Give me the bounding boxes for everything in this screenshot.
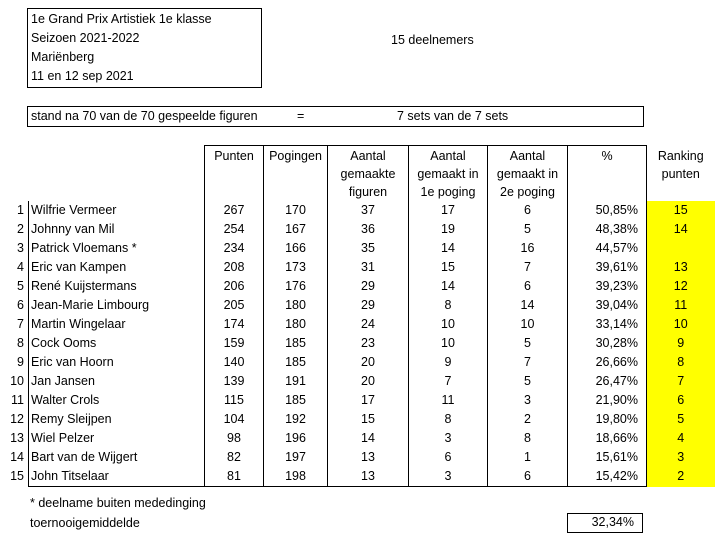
punten-cell: 140 [205, 353, 264, 372]
pct-cell: 18,66% [568, 429, 647, 448]
punten-cell: 254 [205, 220, 264, 239]
punten-cell: 205 [205, 296, 264, 315]
p1-cell: 17 [409, 201, 488, 220]
sets-text: 7 sets van de 7 sets [397, 109, 509, 123]
rank-cell: 14 [10, 450, 24, 464]
p2-cell: 16 [488, 239, 568, 258]
p1-cell: 14 [409, 277, 488, 296]
punten-cell: 159 [205, 334, 264, 353]
pogingen-cell: 170 [264, 201, 328, 220]
p2-cell: 8 [488, 429, 568, 448]
pogingen-cell: 167 [264, 220, 328, 239]
ranking-points-cell: 4 [647, 429, 715, 448]
stand-box [27, 106, 644, 127]
pct-cell: 48,38% [568, 220, 647, 239]
rank-cell: 3 [17, 241, 24, 255]
pogingen-cell: 198 [264, 467, 328, 487]
pct-cell: 39,04% [568, 296, 647, 315]
average-label: toernooigemiddelde [30, 516, 140, 530]
player-name: John Titselaar [29, 467, 205, 487]
figuren-cell: 36 [328, 220, 409, 239]
rank-cell: 8 [17, 336, 24, 350]
table-row [0, 239, 715, 258]
col-pogingen: Pogingen [264, 146, 328, 202]
p2-cell: 14 [488, 296, 568, 315]
ranking-points-cell [647, 239, 715, 258]
p1-cell: 3 [409, 429, 488, 448]
pogingen-cell: 176 [264, 277, 328, 296]
table-row [0, 334, 715, 353]
rank-cell: 1 [17, 203, 24, 217]
p1-cell: 6 [409, 448, 488, 467]
figuren-cell: 13 [328, 448, 409, 467]
table-row [0, 410, 715, 429]
rank-cell: 7 [17, 317, 24, 331]
p2-cell: 6 [488, 201, 568, 220]
p1-cell: 9 [409, 353, 488, 372]
pogingen-cell: 185 [264, 391, 328, 410]
player-name: Walter Crols [29, 391, 205, 410]
pct-cell: 21,90% [568, 391, 647, 410]
footnote: * deelname buiten mededinging [30, 496, 206, 510]
player-name: Johnny van Mil [29, 220, 205, 239]
table-row [0, 258, 715, 277]
pogingen-cell: 185 [264, 334, 328, 353]
p1-cell: 11 [409, 391, 488, 410]
player-name: Martin Wingelaar [29, 315, 205, 334]
p2-cell: 6 [488, 467, 568, 487]
pct-cell: 33,14% [568, 315, 647, 334]
p2-cell: 5 [488, 372, 568, 391]
table-row [0, 315, 715, 334]
pct-cell: 15,61% [568, 448, 647, 467]
pct-cell: 39,23% [568, 277, 647, 296]
ranking-points-cell: 3 [647, 448, 715, 467]
pct-cell: 26,47% [568, 372, 647, 391]
p2-cell: 1 [488, 448, 568, 467]
player-name: Bart van de Wijgert [29, 448, 205, 467]
pct-cell: 26,66% [568, 353, 647, 372]
p1-cell: 10 [409, 315, 488, 334]
rank-cell: 6 [17, 298, 24, 312]
figuren-cell: 31 [328, 258, 409, 277]
participants-count: 15 deelnemers [391, 33, 474, 47]
punten-cell: 206 [205, 277, 264, 296]
ranking-points-cell: 8 [647, 353, 715, 372]
ranking-points-cell: 11 [647, 296, 715, 315]
rank-cell: 10 [10, 374, 24, 388]
pct-cell: 30,28% [568, 334, 647, 353]
p1-cell: 14 [409, 239, 488, 258]
figuren-cell: 20 [328, 372, 409, 391]
table-row [0, 372, 715, 391]
p1-cell: 3 [409, 467, 488, 487]
figuren-cell: 29 [328, 296, 409, 315]
pogingen-cell: 192 [264, 410, 328, 429]
ranking-points-cell: 6 [647, 391, 715, 410]
dates: 11 en 12 sep 2021 [31, 69, 134, 83]
player-name: Jan Jansen [29, 372, 205, 391]
punten-cell: 139 [205, 372, 264, 391]
p1-cell: 19 [409, 220, 488, 239]
col-pct: % [568, 146, 647, 202]
pogingen-cell: 191 [264, 372, 328, 391]
player-name: Patrick Vloemans * [29, 239, 205, 258]
figuren-cell: 13 [328, 467, 409, 487]
pct-cell: 39,61% [568, 258, 647, 277]
table-row [0, 429, 715, 448]
player-name: Eric van Hoorn [29, 353, 205, 372]
p2-cell: 2 [488, 410, 568, 429]
punten-cell: 115 [205, 391, 264, 410]
figuren-cell: 24 [328, 315, 409, 334]
pogingen-cell: 180 [264, 315, 328, 334]
pogingen-cell: 196 [264, 429, 328, 448]
player-name: René Kuijstermans [29, 277, 205, 296]
pogingen-cell: 180 [264, 296, 328, 315]
punten-cell: 174 [205, 315, 264, 334]
pct-cell: 44,57% [568, 239, 647, 258]
figuren-cell: 17 [328, 391, 409, 410]
figuren-cell: 20 [328, 353, 409, 372]
results-table [0, 145, 715, 487]
rank-cell: 11 [11, 393, 24, 407]
stand-text: stand na 70 van de 70 gespeelde figuren [31, 109, 258, 123]
p2-cell: 5 [488, 220, 568, 239]
p1-cell: 8 [409, 296, 488, 315]
punten-cell: 267 [205, 201, 264, 220]
location: Mariënberg [31, 50, 95, 64]
p1-cell: 15 [409, 258, 488, 277]
table-row [0, 201, 715, 220]
ranking-points-cell: 7 [647, 372, 715, 391]
p2-cell: 3 [488, 391, 568, 410]
ranking-points-cell: 12 [647, 277, 715, 296]
header-row [0, 146, 715, 202]
pogingen-cell: 197 [264, 448, 328, 467]
table-row [0, 220, 715, 239]
ranking-points-cell: 13 [647, 258, 715, 277]
rank-cell: 5 [17, 279, 24, 293]
p1-cell: 7 [409, 372, 488, 391]
col-aantal-1e: Aantal gemaakt in 1e poging [409, 146, 488, 202]
ranking-points-cell: 9 [647, 334, 715, 353]
pct-cell: 50,85% [568, 201, 647, 220]
ranking-points-cell: 14 [647, 220, 715, 239]
figuren-cell: 35 [328, 239, 409, 258]
p2-cell: 7 [488, 258, 568, 277]
p2-cell: 6 [488, 277, 568, 296]
table-row [0, 467, 715, 487]
punten-cell: 234 [205, 239, 264, 258]
figuren-cell: 29 [328, 277, 409, 296]
average-value: 32,34% [591, 515, 634, 529]
season: Seizoen 2021-2022 [31, 31, 140, 45]
figuren-cell: 37 [328, 201, 409, 220]
player-name: Jean-Marie Limbourg [29, 296, 205, 315]
player-name: Cock Ooms [29, 334, 205, 353]
pct-cell: 19,80% [568, 410, 647, 429]
stand-equals: = [297, 109, 305, 123]
p1-cell: 10 [409, 334, 488, 353]
ranking-points-cell: 15 [647, 201, 715, 220]
player-name: Remy Sleijpen [29, 410, 205, 429]
player-name: Wiel Pelzer [29, 429, 205, 448]
ranking-points-cell: 5 [647, 410, 715, 429]
ranking-points-cell: 2 [647, 467, 715, 487]
col-ranking: Ranking punten [657, 148, 704, 181]
punten-cell: 208 [205, 258, 264, 277]
table-row [0, 391, 715, 410]
pct-cell: 15,42% [568, 467, 647, 487]
rank-cell: 4 [17, 260, 24, 274]
col-aantal-figuren: Aantal gemaakte figuren [328, 146, 409, 202]
pogingen-cell: 166 [264, 239, 328, 258]
ranking-points-cell: 10 [647, 315, 715, 334]
punten-cell: 82 [205, 448, 264, 467]
p2-cell: 5 [488, 334, 568, 353]
pogingen-cell: 185 [264, 353, 328, 372]
rank-cell: 12 [10, 412, 24, 426]
figuren-cell: 23 [328, 334, 409, 353]
info-box [27, 8, 262, 88]
competition-title: 1e Grand Prix Artistiek 1e klasse [31, 12, 212, 26]
col-aantal-2e: Aantal gemaakt in 2e poging [488, 146, 568, 202]
table-row [0, 353, 715, 372]
figuren-cell: 14 [328, 429, 409, 448]
table-row [0, 448, 715, 467]
figuren-cell: 15 [328, 410, 409, 429]
table-row [0, 296, 715, 315]
rank-cell: 2 [17, 222, 24, 236]
p1-cell: 8 [409, 410, 488, 429]
rank-cell: 9 [17, 355, 24, 369]
rank-cell: 13 [10, 431, 24, 445]
col-punten: Punten [205, 146, 264, 202]
player-name: Wilfrie Vermeer [29, 201, 205, 220]
pogingen-cell: 173 [264, 258, 328, 277]
p2-cell: 10 [488, 315, 568, 334]
p2-cell: 7 [488, 353, 568, 372]
rank-cell: 15 [10, 469, 24, 484]
punten-cell: 81 [205, 467, 264, 487]
punten-cell: 104 [205, 410, 264, 429]
table-row [0, 277, 715, 296]
player-name: Eric van Kampen [29, 258, 205, 277]
average-box [567, 513, 643, 533]
punten-cell: 98 [205, 429, 264, 448]
